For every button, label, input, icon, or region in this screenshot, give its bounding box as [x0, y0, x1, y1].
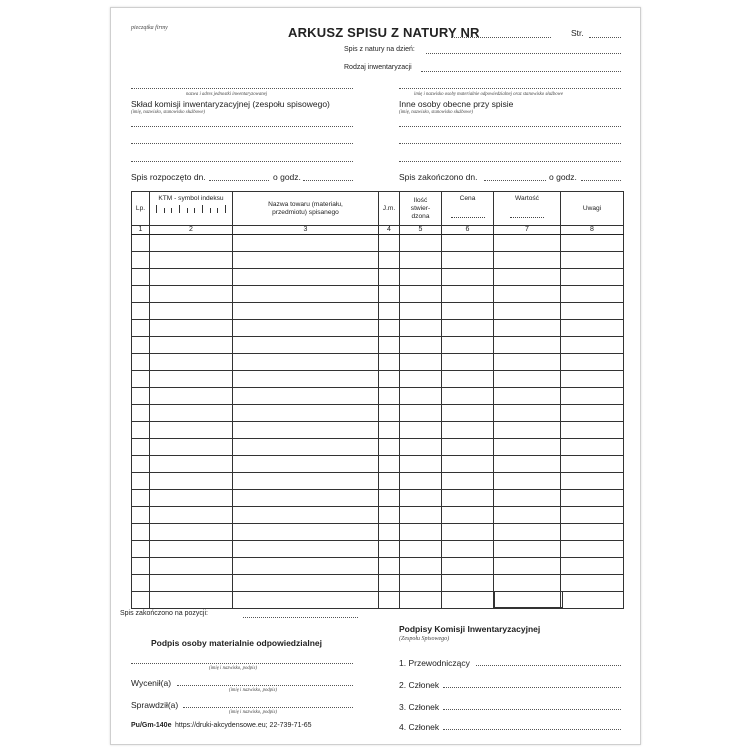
table-cell[interactable]: [132, 320, 150, 337]
table-cell[interactable]: [442, 473, 494, 490]
table-cell[interactable]: [150, 337, 233, 354]
price-label: Cena: [459, 195, 476, 202]
table-cell[interactable]: [400, 388, 442, 405]
table-cell[interactable]: [132, 354, 150, 371]
commission-signatures-subtitle: (Zespołu Spisowego): [399, 636, 450, 642]
table-cell[interactable]: [150, 558, 233, 575]
table-cell[interactable]: [561, 388, 624, 405]
table-row: [132, 405, 624, 422]
table-cell[interactable]: [561, 371, 624, 388]
col-header-ktm: [150, 192, 233, 226]
priced-by-caption: (imię i nazwisko, podpis): [229, 688, 277, 693]
table-cell[interactable]: [132, 507, 150, 524]
table-cell[interactable]: [132, 592, 150, 609]
table-cell[interactable]: [379, 439, 400, 456]
table-cell[interactable]: [494, 269, 561, 286]
table-cell[interactable]: [150, 286, 233, 303]
others-line-2[interactable]: [399, 143, 621, 144]
table-cell[interactable]: [132, 490, 150, 507]
total-value-box[interactable]: [494, 591, 563, 608]
table-cell[interactable]: [442, 337, 494, 354]
table-row: [132, 439, 624, 456]
table-cell[interactable]: [494, 371, 561, 388]
start-date-label: Spis rozpoczęto dn.: [131, 172, 206, 182]
responsible-signature-title: Podpis osoby materialnie odpowiedzialnej: [151, 638, 322, 648]
table-cell[interactable]: [233, 422, 379, 439]
table-cell[interactable]: [379, 371, 400, 388]
table-cell[interactable]: [379, 558, 400, 575]
table-cell[interactable]: [442, 490, 494, 507]
table-cell[interactable]: [442, 524, 494, 541]
priced-by-label: Wycenił(a): [131, 678, 172, 688]
table-row: [132, 575, 624, 592]
table-row: [132, 303, 624, 320]
table-cell[interactable]: [400, 354, 442, 371]
member-chair-field[interactable]: [476, 665, 621, 666]
table-cell[interactable]: [379, 269, 400, 286]
table-cell[interactable]: [132, 439, 150, 456]
col-number-7: 7: [494, 226, 561, 235]
member-chair-label: 1. Przewodniczący: [399, 658, 470, 668]
member-4-label: 4. Członek: [399, 722, 440, 732]
end-date-field[interactable]: [484, 180, 546, 181]
table-cell[interactable]: [494, 235, 561, 252]
table-cell[interactable]: [233, 337, 379, 354]
table-cell[interactable]: [150, 405, 233, 422]
table-cell[interactable]: [233, 388, 379, 405]
table-cell[interactable]: [379, 286, 400, 303]
table-cell[interactable]: [494, 303, 561, 320]
table-row: [132, 269, 624, 286]
col-header-unit: J.m.: [379, 192, 400, 226]
priced-by-field[interactable]: [177, 685, 353, 686]
table-cell[interactable]: [379, 473, 400, 490]
table-cell[interactable]: [494, 286, 561, 303]
form-code: Pu/Gm-140e: [131, 722, 172, 729]
table-cell[interactable]: [561, 405, 624, 422]
table-cell[interactable]: [561, 320, 624, 337]
unit-caption: nazwa i adres jednostki inwentaryzowanej: [186, 92, 268, 97]
table-cell[interactable]: [442, 269, 494, 286]
commission-label: Skład komisji inwentaryzacyjnej (zespołu spisowego): [131, 99, 330, 109]
col-header-quantity: Ilość stwier-dzona: [400, 192, 442, 226]
table-cell[interactable]: [400, 592, 442, 609]
checked-by-label: Sprawdził(a): [131, 700, 179, 710]
table-cell[interactable]: [233, 473, 379, 490]
table-cell[interactable]: [400, 405, 442, 422]
table-cell[interactable]: [150, 422, 233, 439]
table-cell[interactable]: [233, 269, 379, 286]
table-cell[interactable]: [233, 439, 379, 456]
table-cell[interactable]: [150, 371, 233, 388]
stamp-label: pieczątka firmy: [131, 25, 168, 31]
table-cell[interactable]: [561, 354, 624, 371]
table-cell[interactable]: [561, 524, 624, 541]
table-cell[interactable]: [561, 269, 624, 286]
table-cell[interactable]: [400, 286, 442, 303]
table-cell[interactable]: [379, 592, 400, 609]
table-row: [132, 235, 624, 252]
table-cell[interactable]: [132, 473, 150, 490]
responsible-caption: imię i nazwisko osoby materialnie odpowiedzialnej oraz stanowisko służbowe: [414, 92, 563, 97]
table-cell[interactable]: [150, 252, 233, 269]
end-time-label: o godz.: [549, 172, 577, 182]
member-2-field[interactable]: [443, 687, 621, 688]
table-cell[interactable]: [233, 541, 379, 558]
table-cell[interactable]: [442, 286, 494, 303]
table-cell[interactable]: [561, 439, 624, 456]
table-cell[interactable]: [400, 235, 442, 252]
ktm-label: KTM - symbol indeksu: [158, 195, 224, 202]
table-cell[interactable]: [132, 524, 150, 541]
table-row: [132, 320, 624, 337]
member-3-field[interactable]: [443, 709, 621, 710]
table-row: [132, 286, 624, 303]
table-row: [132, 558, 624, 575]
table-cell[interactable]: [494, 541, 561, 558]
table-cell[interactable]: [494, 490, 561, 507]
table-cell[interactable]: [494, 456, 561, 473]
table-cell[interactable]: [132, 388, 150, 405]
table-cell[interactable]: [494, 507, 561, 524]
table-cell[interactable]: [132, 371, 150, 388]
table-cell[interactable]: [233, 320, 379, 337]
table-cell[interactable]: [561, 337, 624, 354]
table-cell[interactable]: [442, 592, 494, 609]
table-cell[interactable]: [150, 592, 233, 609]
table-cell[interactable]: [150, 439, 233, 456]
table-cell[interactable]: [132, 456, 150, 473]
col-header-remarks: Uwagi: [561, 192, 624, 226]
table-cell[interactable]: [494, 575, 561, 592]
table-row: [132, 422, 624, 439]
others-caption: (imię, nazwisko, stanowisko służbowe): [399, 110, 473, 115]
table-cell[interactable]: [494, 354, 561, 371]
table-cell[interactable]: [379, 388, 400, 405]
table-cell[interactable]: [379, 337, 400, 354]
table-cell[interactable]: [233, 507, 379, 524]
table-cell[interactable]: [379, 303, 400, 320]
table-cell[interactable]: [442, 388, 494, 405]
others-line-1[interactable]: [399, 126, 621, 127]
table-cell[interactable]: [561, 575, 624, 592]
column-number-row: [132, 226, 624, 235]
table-cell[interactable]: [400, 303, 442, 320]
table-cell[interactable]: [132, 235, 150, 252]
col-number-6: 6: [442, 226, 494, 235]
table-cell[interactable]: [379, 354, 400, 371]
table-cell[interactable]: [494, 473, 561, 490]
table-cell[interactable]: [233, 592, 379, 609]
table-cell[interactable]: [150, 541, 233, 558]
table-cell[interactable]: [442, 422, 494, 439]
table-cell[interactable]: [150, 354, 233, 371]
responsible-signature-field[interactable]: [131, 663, 353, 664]
table-row: [132, 490, 624, 507]
date-field[interactable]: [426, 53, 621, 54]
table-cell[interactable]: [379, 320, 400, 337]
table-cell[interactable]: [132, 303, 150, 320]
table-cell[interactable]: [442, 252, 494, 269]
table-cell[interactable]: [561, 456, 624, 473]
table-cell[interactable]: [442, 354, 494, 371]
table-cell[interactable]: [233, 252, 379, 269]
table-row: [132, 371, 624, 388]
table-cell[interactable]: [494, 439, 561, 456]
col-number-5: 5: [400, 226, 442, 235]
table-cell[interactable]: [561, 490, 624, 507]
table-cell[interactable]: [132, 286, 150, 303]
others-line-3[interactable]: [399, 161, 621, 162]
date-label: Spis z natury na dzień:: [344, 46, 415, 53]
table-cell[interactable]: [233, 456, 379, 473]
table-cell[interactable]: [494, 337, 561, 354]
table-cell[interactable]: [132, 541, 150, 558]
page-label: Str.: [571, 28, 584, 38]
commission-signatures-title: Podpisy Komisji Inwentaryzacyjnej: [399, 624, 541, 634]
table-row: [132, 252, 624, 269]
col-number-3: 3: [233, 226, 379, 235]
table-row: [132, 337, 624, 354]
table-cell[interactable]: [379, 456, 400, 473]
table-cell[interactable]: [132, 337, 150, 354]
col-header-value: [494, 192, 561, 226]
table-cell[interactable]: [442, 456, 494, 473]
price-unit-field: [451, 217, 485, 218]
table-cell[interactable]: [561, 422, 624, 439]
table-cell[interactable]: [132, 269, 150, 286]
value-unit-field: [510, 217, 544, 218]
ended-at-label: Spis zakończono na pozycji:: [120, 610, 208, 617]
table-cell[interactable]: [233, 524, 379, 541]
checked-by-field[interactable]: [183, 707, 353, 708]
table-cell[interactable]: [442, 575, 494, 592]
table-cell[interactable]: [442, 507, 494, 524]
table-cell[interactable]: [150, 490, 233, 507]
table-cell[interactable]: [379, 252, 400, 269]
table-cell[interactable]: [442, 558, 494, 575]
table-cell[interactable]: [400, 541, 442, 558]
table-cell[interactable]: [132, 405, 150, 422]
table-row: [132, 388, 624, 405]
table-row: [132, 354, 624, 371]
table-cell[interactable]: [400, 439, 442, 456]
table-cell[interactable]: [561, 592, 624, 609]
table-cell[interactable]: [400, 252, 442, 269]
table-cell[interactable]: [150, 575, 233, 592]
table-cell[interactable]: [400, 269, 442, 286]
table-cell[interactable]: [150, 269, 233, 286]
commission-line-1[interactable]: [131, 126, 353, 127]
col-header-name: Nazwa towaru (materiału, przedmiotu) spisanego: [233, 192, 379, 226]
table-cell[interactable]: [132, 575, 150, 592]
table-cell[interactable]: [494, 405, 561, 422]
table-cell[interactable]: [561, 541, 624, 558]
table-cell[interactable]: [379, 422, 400, 439]
value-label: Wartość: [515, 195, 539, 202]
table-cell[interactable]: [442, 541, 494, 558]
inventory-type-field[interactable]: [421, 71, 621, 72]
table-cell[interactable]: [400, 507, 442, 524]
table-cell[interactable]: [132, 422, 150, 439]
table-cell[interactable]: [233, 235, 379, 252]
table-cell[interactable]: [400, 456, 442, 473]
table-cell[interactable]: [233, 354, 379, 371]
start-time-field[interactable]: [303, 180, 353, 181]
table-row: [132, 524, 624, 541]
table-cell[interactable]: [379, 541, 400, 558]
table-header-row: [132, 192, 624, 226]
table-cell[interactable]: [494, 524, 561, 541]
table-cell[interactable]: [561, 507, 624, 524]
table-cell[interactable]: [400, 371, 442, 388]
table-cell[interactable]: [379, 524, 400, 541]
publisher-info: https://druki-akcydensowe.eu; 22-739-71-65: [175, 722, 312, 729]
table-cell[interactable]: [150, 235, 233, 252]
col-header-lp: Lp.: [132, 192, 150, 226]
table-cell[interactable]: [561, 252, 624, 269]
col-number-8: 8: [561, 226, 624, 235]
table-cell[interactable]: [442, 371, 494, 388]
table-cell[interactable]: [233, 490, 379, 507]
col-number-2: 2: [150, 226, 233, 235]
page-number-field[interactable]: [589, 37, 621, 38]
table-cell[interactable]: [561, 235, 624, 252]
table-cell[interactable]: [442, 405, 494, 422]
table-cell[interactable]: [400, 337, 442, 354]
table-cell[interactable]: [150, 303, 233, 320]
table-cell[interactable]: [442, 320, 494, 337]
table-cell[interactable]: [233, 405, 379, 422]
table-cell[interactable]: [132, 252, 150, 269]
table-cell[interactable]: [561, 473, 624, 490]
table-cell[interactable]: [150, 320, 233, 337]
table-cell[interactable]: [233, 371, 379, 388]
others-label: Inne osoby obecne przy spisie: [399, 99, 514, 109]
table-cell[interactable]: [494, 422, 561, 439]
table-cell[interactable]: [400, 422, 442, 439]
table-cell[interactable]: [494, 558, 561, 575]
table-cell[interactable]: [442, 235, 494, 252]
table-cell[interactable]: [132, 558, 150, 575]
inventory-table: [131, 191, 624, 609]
end-date-label: Spis zakończono dn.: [399, 172, 478, 182]
member-2-label: 2. Członek: [399, 680, 440, 690]
table-cell[interactable]: [150, 507, 233, 524]
ktm-digit-ticks: [156, 205, 226, 213]
col-header-price: [442, 192, 494, 226]
table-cell[interactable]: [400, 490, 442, 507]
table-cell[interactable]: [233, 303, 379, 320]
commission-line-3[interactable]: [131, 161, 353, 162]
member-3-label: 3. Członek: [399, 702, 440, 712]
table-cell[interactable]: [379, 490, 400, 507]
start-time-label: o godz.: [273, 172, 301, 182]
table-row: [132, 456, 624, 473]
form-sheet: [110, 7, 641, 745]
col-number-4: 4: [379, 226, 400, 235]
table-cell[interactable]: [150, 388, 233, 405]
table-cell[interactable]: [561, 558, 624, 575]
table-cell[interactable]: [400, 524, 442, 541]
table-cell[interactable]: [150, 524, 233, 541]
table-cell[interactable]: [494, 320, 561, 337]
inventory-type-label: Rodzaj inwentaryzacji: [344, 64, 412, 71]
table-body: [132, 235, 624, 609]
table-cell[interactable]: [561, 303, 624, 320]
table-cell[interactable]: [150, 473, 233, 490]
table-cell[interactable]: [233, 286, 379, 303]
table-cell[interactable]: [379, 575, 400, 592]
checked-by-caption: (imię i nazwisko, podpis): [229, 710, 277, 715]
start-date-field[interactable]: [209, 180, 269, 181]
table-cell[interactable]: [379, 235, 400, 252]
table-cell[interactable]: [400, 575, 442, 592]
table-cell[interactable]: [150, 456, 233, 473]
table-cell[interactable]: [379, 405, 400, 422]
member-4-field[interactable]: [443, 729, 621, 730]
table-row: [132, 541, 624, 558]
commission-caption: (imię, nazwisko, stanowisko służbowe): [131, 110, 205, 115]
form-number-field[interactable]: [451, 37, 551, 38]
table-row: [132, 473, 624, 490]
unit-field[interactable]: [131, 88, 353, 89]
table-cell[interactable]: [233, 558, 379, 575]
end-time-field[interactable]: [581, 180, 621, 181]
responsible-person-field[interactable]: [399, 88, 621, 89]
table-cell[interactable]: [561, 286, 624, 303]
form-title: ARKUSZ SPISU Z NATURY NR: [288, 25, 480, 40]
table-cell[interactable]: [442, 303, 494, 320]
table-cell[interactable]: [379, 507, 400, 524]
commission-line-2[interactable]: [131, 143, 353, 144]
table-cell[interactable]: [400, 320, 442, 337]
table-row: [132, 507, 624, 524]
table-cell[interactable]: [400, 473, 442, 490]
responsible-name-caption: (imię i nazwisko, podpis): [209, 666, 257, 671]
table-cell[interactable]: [400, 558, 442, 575]
table-cell[interactable]: [494, 388, 561, 405]
table-cell[interactable]: [494, 252, 561, 269]
table-cell[interactable]: [233, 575, 379, 592]
table-cell[interactable]: [442, 439, 494, 456]
ended-at-field[interactable]: [243, 617, 358, 618]
col-number-1: 1: [132, 226, 150, 235]
